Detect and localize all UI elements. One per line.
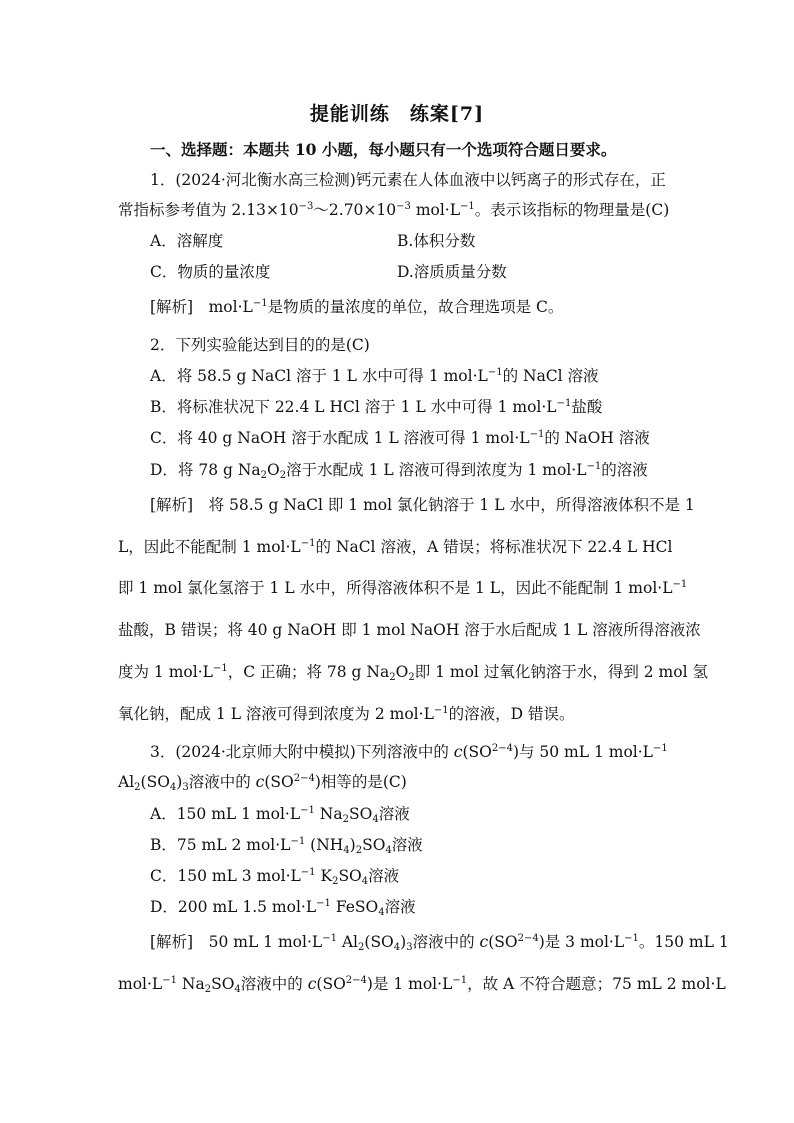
q2-analysis-line1: [解析] 将 58.5 g NaCl 即 1 mol 氯化钠溶于 1 L 水中，所得溶液体积不是 1 [150,496,695,514]
q2-analysis-line2: L，因此不能配制 1 $mol\cdot L^{-1}$的 NaCl 溶液，A 错误；将标准状况下 22.4 L HCl [118,538,673,556]
q1-option-c: C．物质的量浓度 [150,263,271,281]
q2-stem: 2．下列实验能达到目的的是(C) [150,336,370,354]
q1-stem-line1: 1．(2024·河北衡水高三检测)钙元素在人体血液中以钙离子的形式存在，正 [150,171,666,189]
q3-stem-line1: 3．(2024·北京师大附中模拟)下列溶液中的 $c(SO^{2-4})$与 50 mL 1 $mol\cdot L^{-1}$ [150,743,668,761]
q2-option-a: A．将 58.5 g NaCl 溶于 1 L 水中可得 1 $mol\cdot L^{-1}$的 NaCl 溶液 [150,367,599,385]
q3-option-d: D．200 mL 1.5 $mol\cdot L^{-1}$ FeSO$_4$溶液 [150,898,416,918]
q2-analysis-line3: 即 1 mol 氯化氢溶于 1 L 水中，所得溶液体积不是 1 L，因此不能配制 1 $mol\cdot L^{-1}$ [118,579,688,597]
q1-analysis: [解析] $mol\cdot L^{-1}$是物质的量浓度的单位，故合理选项是 C。 [150,298,564,316]
q2-option-b: B．将标准状况下 22.4 L HCl 溶于 1 L 水中可得 1 $mol\cdot L^{-1}$盐酸 [150,398,603,416]
q1-option-b: B.体积分数 [397,232,476,250]
section-heading: 一、选择题：本题共 10 小题，每小题只有一个选项符合题日要求。 [150,140,617,159]
q2-option-d: D．将 78 g $Na_2O_2$溶于水配成 1 L 溶液可得到浓度为 1 $mol\cdot L^{-1}$的溶液 [150,461,648,481]
q1-stem-line2: 常指标参考值为 $2.13\times 10^{-3}\sim 2.70\times 10^{-3}$ $mol\cdot L^{-1}$。表示该指标的物理量是(C) [118,201,670,219]
q2-analysis-line5: 度为 1 $mol\cdot L^{-1}$，C 正确；将 78 g $Na_2O_2$即 1 mol 过氧化钠溶于水，得到 2 mol 氢 [118,663,708,683]
q2-option-c: C．将 40 g NaOH 溶于水配成 1 L 溶液可得 1 $mol\cdot L^{-1}$的 NaOH 溶液 [150,429,650,447]
q1-option-a: A．溶解度 [150,232,224,250]
q3-stem-line2: $Al_2(SO_4)_3$溶液中的 $c(SO^{2-4})$相等的是(C) [118,773,407,793]
q2-analysis-line4: 盐酸，B 错误；将 40 g NaOH 即 1 mol NaOH 溶于水后配成 1 L 溶液所得溶液浓 [118,621,701,639]
q3-analysis-line1: [解析] 50 mL 1 $mol\cdot L^{-1}$ $Al_2(SO_4)_3$溶液中的 $c(SO^{2-4})$是 3 $mol\cdot L^{-1}$。150 mL 1 [150,933,729,953]
q1-option-d: D.溶质质量分数 [397,263,507,281]
analysis-tag: [解析] [150,933,194,951]
analysis-tag: [解析] [150,298,194,316]
q2-analysis-line6: 氧化钠，配成 1 L 溶液可得到浓度为 2 $mol\cdot L^{-1}$的溶液，D 错误。 [118,705,575,723]
q3-option-a: A．150 mL 1 $mol\cdot L^{-1}$ $Na_2SO_4$溶液 [150,805,410,825]
q3-option-b: B．75 mL 2 $mol\cdot L^{-1}$ $(NH_4)_2SO_4$溶液 [150,836,423,856]
q3-analysis-line2: $mol\cdot L^{-1}$ $Na_2SO_4$溶液中的 $c(SO^{2-4})$是 1 $mol\cdot L^{-1}$，故 A 不符合题意；75 mL 2 mol·L [118,975,726,995]
q3-option-c: C．150 mL 3 $mol\cdot L^{-1}$ $K_2SO_4$溶液 [150,867,400,887]
analysis-tag: [解析] [150,496,194,514]
page-title: 提能训练 练案[7] [309,103,485,125]
